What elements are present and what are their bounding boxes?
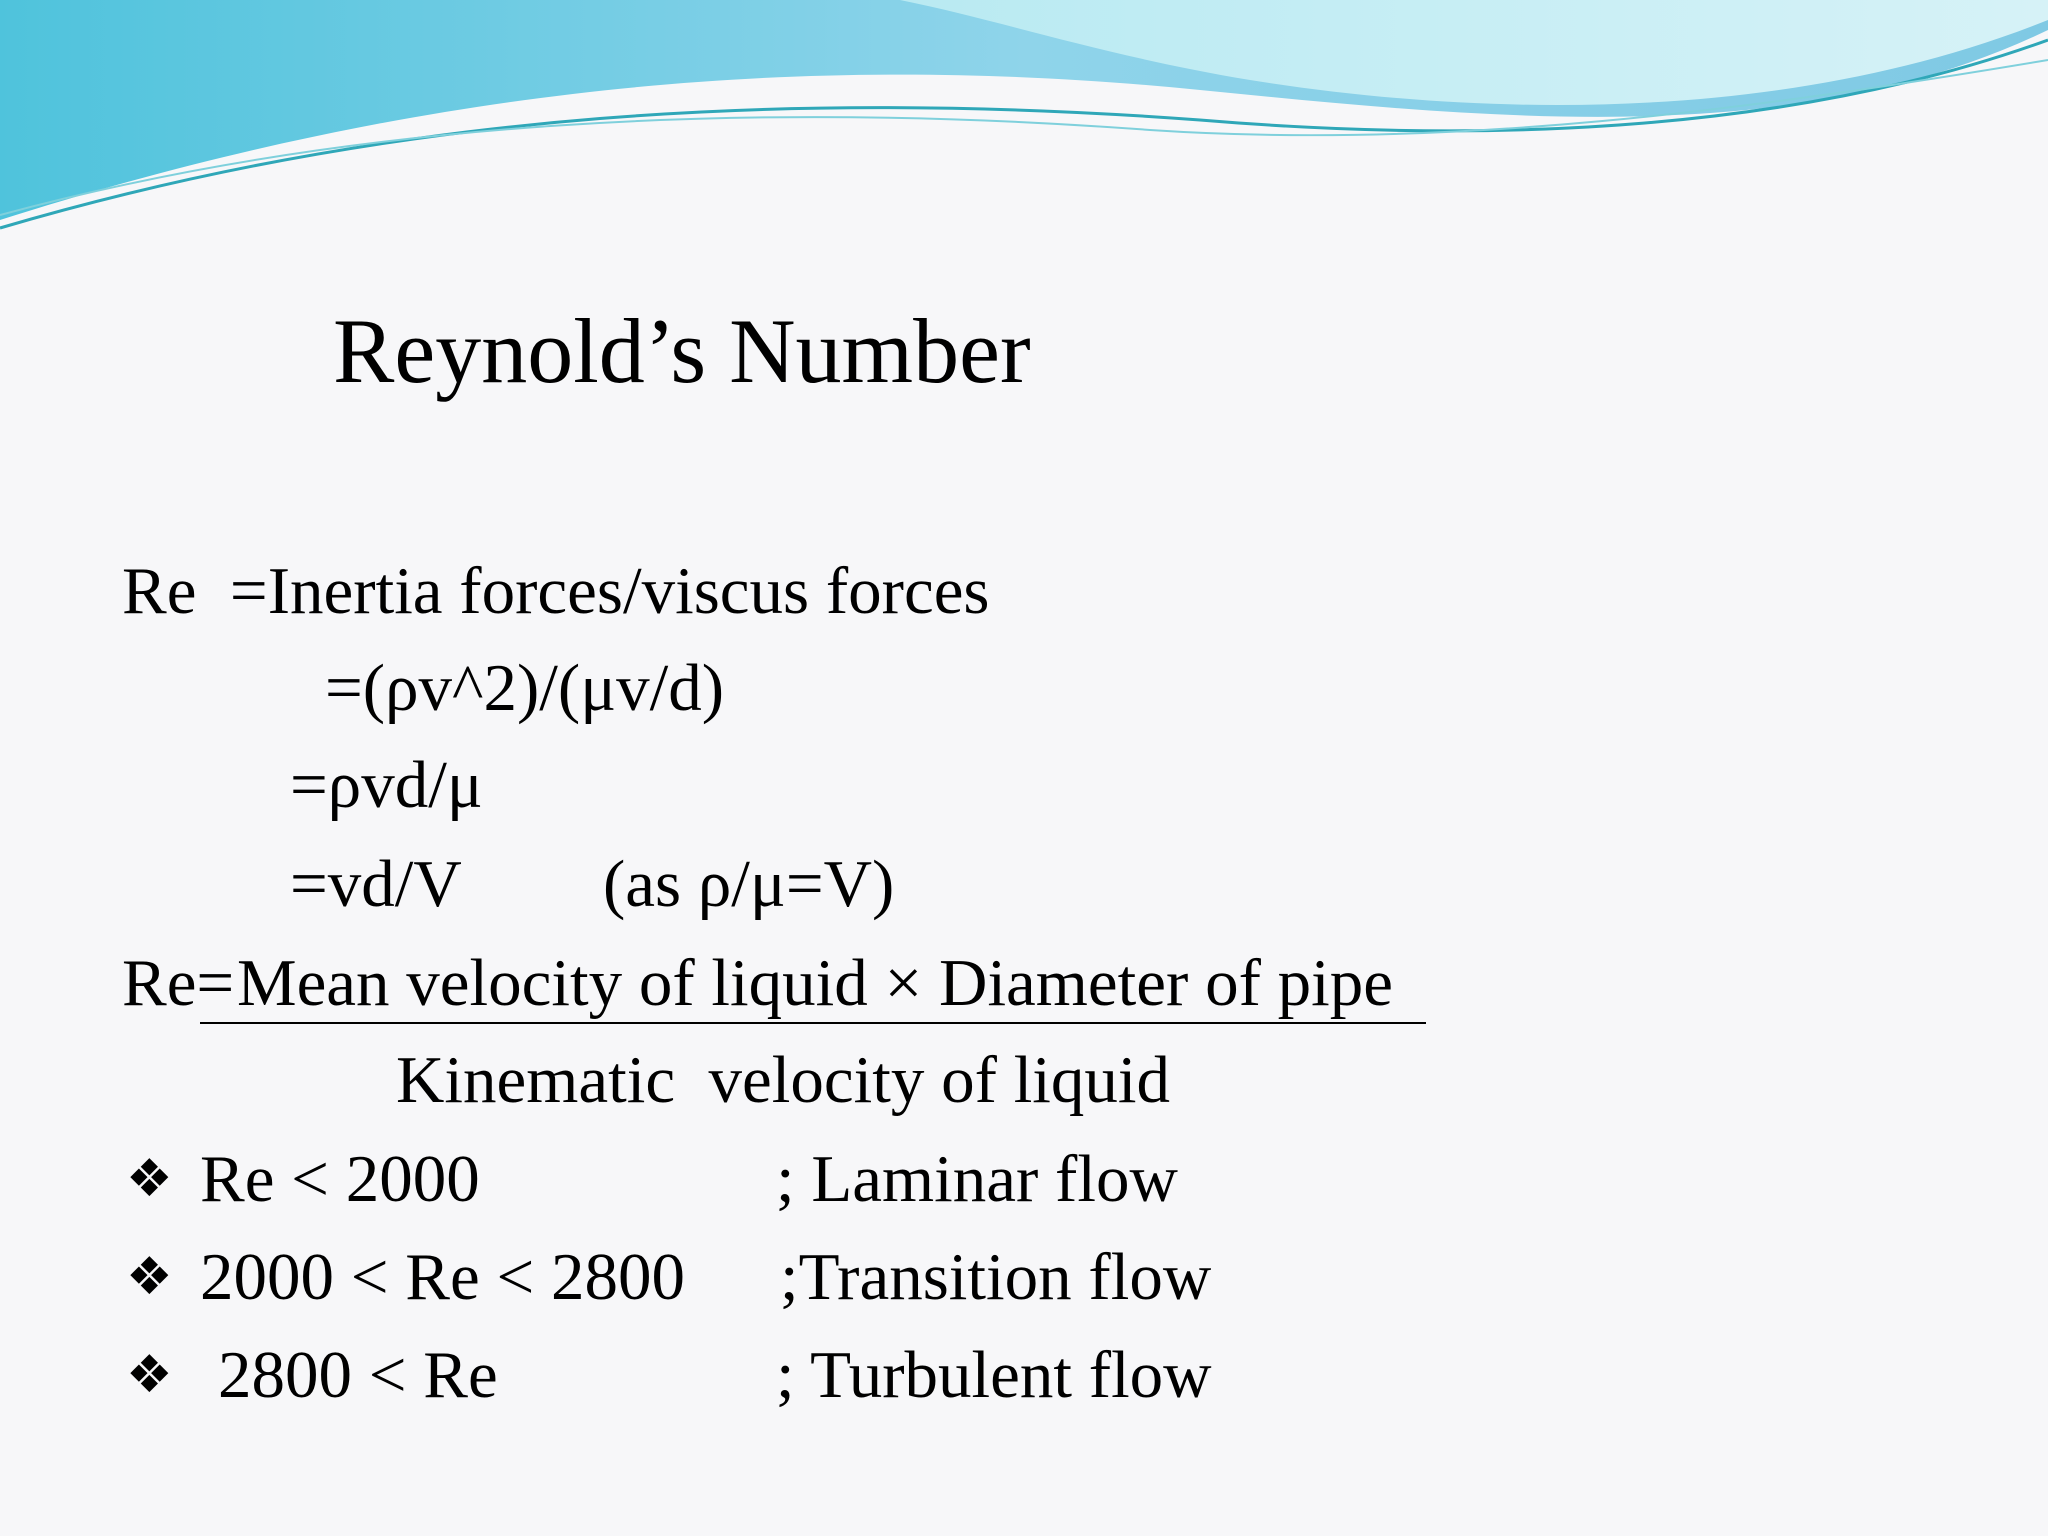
fraction-lhs: Re= xyxy=(122,946,235,1020)
diamond-bullet-icon: ❖ xyxy=(126,1149,173,1209)
bullet-condition-2: 2000 < Re < 2800 xyxy=(200,1240,685,1314)
bullet-regime-2: ;Transition flow xyxy=(780,1240,1212,1314)
bullet-regime-1: ; Laminar flow xyxy=(776,1142,1178,1216)
equation-line-4: =vd/V xyxy=(290,847,462,921)
decorative-wave-header xyxy=(0,0,2048,240)
bullet-condition-1: Re < 2000 xyxy=(200,1142,480,1216)
diamond-bullet-icon: ❖ xyxy=(126,1345,173,1405)
equation-note: (as ρ/μ=V) xyxy=(603,847,895,921)
fraction-denominator: Kinematic velocity of liquid xyxy=(396,1043,1171,1117)
equation-line-2: =(ρv^2)/(μv/d) xyxy=(325,651,725,725)
fraction-bar xyxy=(200,1022,1426,1024)
bullet-condition-3: 2800 < Re xyxy=(218,1338,498,1412)
equation-line-3: =ρvd/μ xyxy=(290,748,483,822)
slide-title: Reynold’s Number xyxy=(333,300,1031,402)
equation-line-1: Re =Inertia forces/viscus forces xyxy=(122,554,990,628)
fraction-numerator: Mean velocity of liquid × Diameter of pipe xyxy=(237,946,1393,1020)
diamond-bullet-icon: ❖ xyxy=(126,1247,173,1307)
bullet-regime-3: ; Turbulent flow xyxy=(776,1338,1212,1412)
